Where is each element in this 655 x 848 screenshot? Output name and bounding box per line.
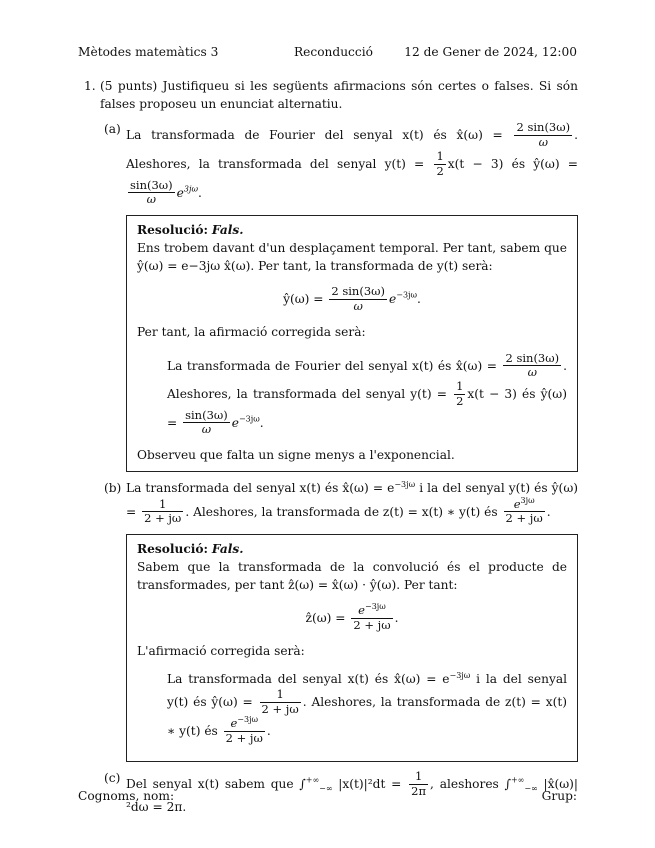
page-header bbox=[78, 44, 577, 62]
part-a: (a) La transformada de Fourier del senyal x(t) és x̂(ω) = $\frac{2 \sin(3\omega)}{\omega}$ . Aleshores, la transformada del senyal y(t) = $\frac{1}{2}$ x(t − 3) és ŷ(ω) = $\frac{\sin(3\omega)}{\omega}$ $e^{3j\omega}$. Resolució: Fals. Ens trobem davant d'un desplaçament temporal. Per tant, sabem que ŷ(ω) = e−3jω x̂(ω). Per tant, la transformada de y(t) serà: ŷ(ω) = $\frac{2 \sin(3\omega)}{\omega}$ $e^{-3j\omega}$. Per tant, la afirmació corregida serà: La transformada de Fourier del senyal x(t) és x̂(ω) = $\frac{2 \sin(3\omega)}{\omega}$ . Aleshores, la transformada del senyal y(t) = $\frac{1}{2}$ x(t − 3) és ŷ(ω) = $\frac{\sin(3\omega)}{\omega}$ $e^{-3j\omega}$. Observeu que falta un signe menys a l'exponencial. bbox=[100, 121, 578, 472]
part-a-text2: . Aleshores, la transformada del senyal y(t) = bbox=[126, 128, 578, 171]
question-statement: (5 punts) Justifiqueu si les següents afirmacions són certes o falses. Si són falses proposeu un enunciat alternatiu. bbox=[100, 79, 578, 111]
part-a-exp-base: e bbox=[176, 185, 184, 200]
name-label: Cognoms, nom: bbox=[78, 789, 175, 803]
part-c-label: (c) bbox=[104, 771, 121, 786]
res-a-corrected: La transformada de Fourier del senyal x(t) és x̂(ω) = $\frac{2 \sin(3\omega)}{\omega}$ . Aleshores, la transformada del senyal y(t) = $\frac{1}{2}$ x(t − 3) és ŷ(ω) = $\frac{\sin(3\omega)}{\omega}$ $e^{-3j\omega}$. bbox=[167, 350, 567, 437]
res-a-title: Resolució: bbox=[137, 223, 209, 238]
page-footer bbox=[78, 788, 577, 806]
part-a-half: $\frac{1}{2}$ bbox=[436, 148, 444, 178]
res-a-verdict: Fals. bbox=[211, 223, 244, 238]
course-title: Mètodes matemàtics 3 bbox=[78, 45, 219, 59]
res-b-verdict: Fals. bbox=[211, 542, 244, 557]
res-b-title: Resolució: bbox=[137, 542, 209, 557]
res-a-p3: Observeu que falta un signe menys a l'exponencial. bbox=[137, 448, 455, 463]
group-label: Grup: bbox=[541, 789, 577, 803]
res-a-p2: Per tant, la afirmació corregida serà: bbox=[137, 324, 366, 339]
question-1 bbox=[78, 78, 578, 817]
question-number: 1. bbox=[84, 79, 96, 93]
exam-content bbox=[78, 78, 578, 817]
part-a-text1: La transformada de Fourier del senyal x(t) és x̂(ω) = bbox=[126, 128, 503, 143]
part-b-label: (b) bbox=[104, 480, 122, 495]
exam-date: 12 de Gener de 2024, 12:00 bbox=[404, 45, 577, 59]
part-c: (c) Del senyal x(t) sabem que $\int^{+\infty}_{-\infty}$ |x(t)|²dt = $\frac{1}{2\pi}$ , aleshores $\int^{+\infty}_{-\infty}$ |x̂(ω)|²dω = 2π. bbox=[104, 769, 579, 815]
resolution-a bbox=[126, 215, 578, 472]
res-a-p1: Ens trobem davant d'un desplaçament temporal. Per tant, sabem que ŷ(ω) = e−3jω x̂(ω). Per tant, la transformada de y(t) serà: bbox=[137, 240, 567, 273]
exam-title: Reconducció bbox=[294, 45, 373, 59]
part-a-label: (a) bbox=[104, 122, 121, 137]
part-a-frac1: $\frac{2 \sin(3\omega)}{\omega}$ bbox=[516, 120, 571, 150]
res-b-p1: Sabem que la transformada de la convolució és el producte de transformades, per tant ẑ(ω) = x̂(ω) · ŷ(ω). Per tant: bbox=[137, 559, 567, 592]
res-b-corrected: La transformada del senyal x(t) és x̂(ω) = $e^{-3j\omega}$ i la del senyal y(t) és ŷ(ω) = $\frac{1}{2 + j\omega}$ . Aleshores, la transformada de z(t) = x(t) ∗ y(t) és $\frac{e^{-3j\omega}}{2 + j\omega}$ . bbox=[167, 670, 567, 745]
part-a-text3: x(t − 3) és ŷ(ω) = bbox=[447, 156, 579, 171]
res-b-equation: ẑ(ω) = $\frac{e^{-3j\omega}}{2 + j\omega}$ . bbox=[305, 602, 399, 633]
resolution-b bbox=[126, 534, 578, 762]
part-a-frac2: $\frac{\sin(3\omega)}{\omega}$ bbox=[130, 177, 173, 207]
part-b: (b) La transformada del senyal x(t) és x̂(ω) = $e^{-3j\omega}$ i la del senyal y(t) és ŷ(ω) = $\frac{1}{2 + j\omega}$ . Aleshores, la transformada de z(t) = x(t) ∗ y(t) és $\frac{e^{3j\omega}}{2 + j\omega}$ . Resolució: Fals. Sabem que la transformada de la convolució és el producte de transformades, per tant ẑ(ω) = x̂(ω) · ŷ(ω). Per tant: ẑ(ω) = $\frac{e^{-3j\omega}}{2 + j\omega}$ . L'afirmació corregida serà: La transformada del senyal x(t) és x̂(ω) = $e^{-3j\omega}$ i la del senyal y(t) és ŷ(ω) = $\frac{1}{2 + j\omega}$ . Aleshores, la transformada de z(t) = x(t) ∗ y(t) és $\frac{e^{-3j\omega}}{2 + j\omega}$ . bbox=[100, 480, 578, 763]
res-b-p2: L'afirmació corregida serà: bbox=[137, 643, 305, 658]
part-a-exp: 3jω bbox=[183, 184, 198, 194]
res-a-equation: ŷ(ω) = $\frac{2 \sin(3\omega)}{\omega}$ $e^{-3j\omega}$. bbox=[283, 284, 421, 314]
